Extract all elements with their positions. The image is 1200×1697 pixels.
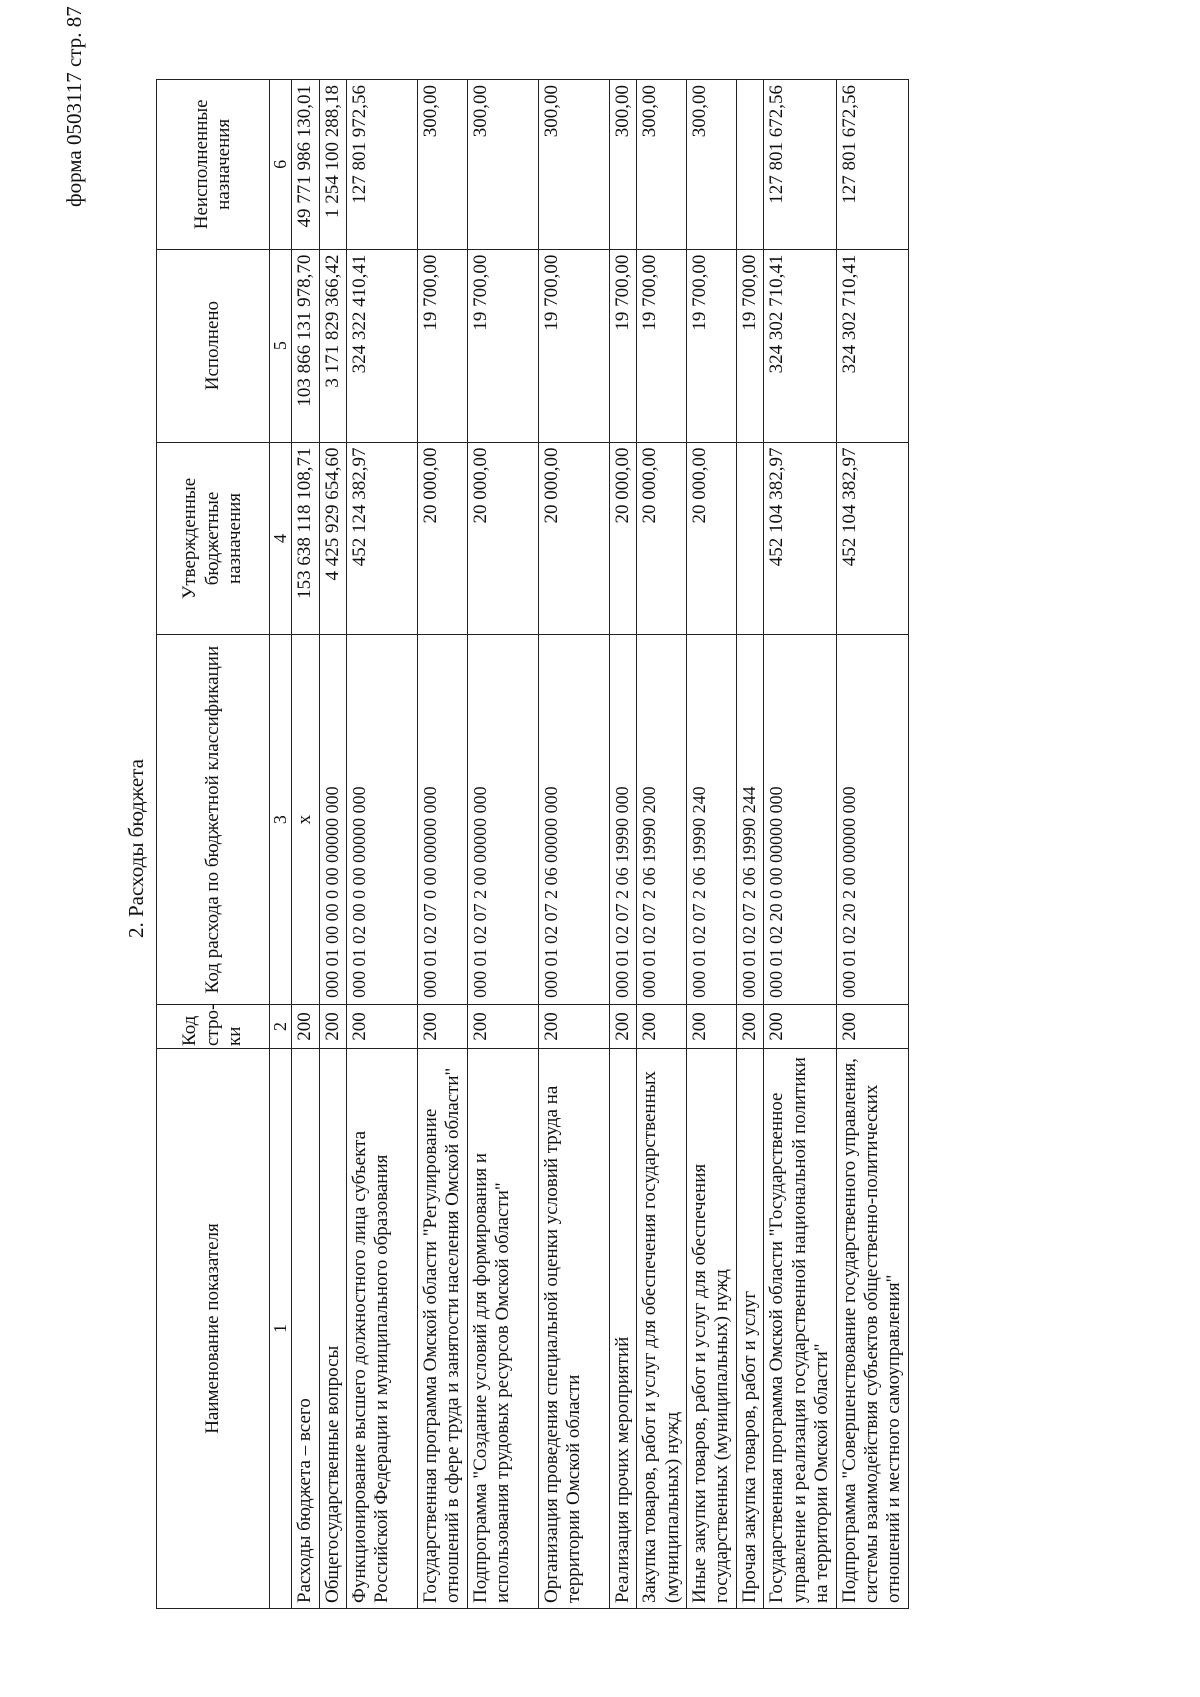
row-executed: 19 700,00 — [538, 249, 609, 442]
row-executed: 19 700,00 — [736, 249, 763, 442]
row-line-code: 200 — [609, 1004, 636, 1048]
table-row — [347, 80, 418, 1609]
row-classification-code: 000 01 02 07 0 00 00000 000 — [418, 635, 468, 1004]
row-unexecuted: 127 801 672,56 — [764, 80, 836, 250]
row-classification-code: 000 01 00 00 0 00 00000 000 — [319, 635, 346, 1004]
row-line-code: 200 — [836, 1004, 908, 1048]
row-name: Прочая закупка товаров, работ и услуг — [736, 1049, 763, 1609]
row-approved: 20 000,00 — [687, 442, 737, 635]
row-line-code: 200 — [764, 1004, 836, 1048]
row-name: Реализация прочих мероприятий — [609, 1049, 636, 1609]
row-classification-code: 000 01 02 07 2 06 19990 240 — [687, 635, 737, 1004]
row-approved: 20 000,00 — [637, 442, 687, 635]
row-executed: 19 700,00 — [687, 249, 737, 442]
budget-expenses-table — [156, 79, 909, 1609]
row-executed: 3 171 829 366,42 — [319, 249, 346, 442]
table-row — [836, 80, 908, 1609]
header-executed: Исполнено — [157, 249, 270, 442]
table-row — [764, 80, 836, 1609]
row-classification-code: x — [292, 635, 319, 1004]
row-unexecuted: 127 801 972,56 — [347, 80, 418, 250]
row-classification-code: 000 01 02 00 0 00 00000 000 — [347, 635, 418, 1004]
row-unexecuted: 300,00 — [609, 80, 636, 250]
row-executed: 324 322 410,41 — [347, 249, 418, 442]
row-name: Закупка товаров, работ и услуг для обеспечения государственных (муниципальных) нужд — [637, 1049, 687, 1609]
row-approved: 20 000,00 — [418, 442, 468, 635]
row-executed: 324 302 710,41 — [764, 249, 836, 442]
row-line-code: 200 — [292, 1004, 319, 1048]
row-classification-code: 000 01 02 07 2 06 00000 000 — [538, 635, 609, 1004]
row-classification-code: 000 01 02 20 0 00 00000 000 — [764, 635, 836, 1004]
column-number: 1 — [270, 1049, 292, 1609]
row-unexecuted: 300,00 — [637, 80, 687, 250]
row-executed: 324 302 710,41 — [836, 249, 908, 442]
column-number: 3 — [270, 635, 292, 1004]
row-name: Функционирование высшего должностного лица субъекта Российской Федерации и муниципального образования — [347, 1049, 418, 1609]
row-unexecuted: 300,00 — [418, 80, 468, 250]
column-number-row — [270, 80, 292, 1609]
row-name: Организация проведения специальной оценки условий труда на территории Омской области — [538, 1049, 609, 1609]
row-line-code: 200 — [319, 1004, 346, 1048]
row-approved: 20 000,00 — [609, 442, 636, 635]
row-unexecuted: 49 771 986 130,01 — [292, 80, 319, 250]
row-unexecuted: 300,00 — [467, 80, 538, 250]
row-line-code: 200 — [637, 1004, 687, 1048]
row-classification-code: 000 01 02 07 2 06 19990 200 — [637, 635, 687, 1004]
table-row — [538, 80, 609, 1609]
table-row — [467, 80, 538, 1609]
row-approved: 20 000,00 — [538, 442, 609, 635]
column-number: 5 — [270, 249, 292, 442]
header-classification-code: Код расхода по бюджетной классификации — [157, 635, 270, 1004]
column-number: 2 — [270, 1004, 292, 1048]
row-approved — [736, 442, 763, 635]
row-line-code: 200 — [467, 1004, 538, 1048]
row-classification-code: 000 01 02 07 2 06 19990 000 — [609, 635, 636, 1004]
section-title: 2. Расходы бюджета — [124, 759, 148, 938]
table-row — [687, 80, 737, 1609]
header-indicator-name: Наименование показателя — [157, 1049, 270, 1609]
table-row — [736, 80, 763, 1609]
row-unexecuted: 1 254 100 288,18 — [319, 80, 346, 250]
column-number: 4 — [270, 442, 292, 635]
table-row — [637, 80, 687, 1609]
row-line-code: 200 — [347, 1004, 418, 1048]
header-unexecuted: Неисполненные назначения — [157, 80, 270, 250]
header-line-code: Код стро-ки — [157, 1004, 270, 1048]
row-executed: 103 866 131 978,70 — [292, 249, 319, 442]
row-unexecuted: 300,00 — [687, 80, 737, 250]
row-executed: 19 700,00 — [609, 249, 636, 442]
column-number: 6 — [270, 80, 292, 250]
row-name: Расходы бюджета – всего — [292, 1049, 319, 1609]
header-approved: Утвержденные бюджетные назначения — [157, 442, 270, 635]
row-classification-code: 000 01 02 07 2 06 19990 244 — [736, 635, 763, 1004]
row-approved: 153 638 118 108,71 — [292, 442, 319, 635]
row-unexecuted: 300,00 — [538, 80, 609, 250]
row-line-code: 200 — [418, 1004, 468, 1048]
row-approved: 452 124 382,97 — [347, 442, 418, 635]
row-approved: 452 104 382,97 — [836, 442, 908, 635]
row-name: Иные закупки товаров, работ и услуг для обеспечения государственных (муниципальных) нужд — [687, 1049, 737, 1609]
row-name: Общегосударственные вопросы — [319, 1049, 346, 1609]
table-row — [418, 80, 468, 1609]
row-name: Государственная программа Омской области "Государственное управление и реализация государственной национальной политики на территории Омской области" — [764, 1049, 836, 1609]
row-approved: 452 104 382,97 — [764, 442, 836, 635]
row-line-code: 200 — [538, 1004, 609, 1048]
row-classification-code: 000 01 02 20 2 00 00000 000 — [836, 635, 908, 1004]
row-executed: 19 700,00 — [637, 249, 687, 442]
row-unexecuted: 127 801 672,56 — [836, 80, 908, 250]
row-executed: 19 700,00 — [467, 249, 538, 442]
row-line-code: 200 — [736, 1004, 763, 1048]
row-approved: 4 425 929 654,60 — [319, 442, 346, 635]
row-name: Подпрограмма "Совершенствование государственного управления, системы взаимодействия субъектов общественно-политических отношений и местного самоуправления" — [836, 1049, 908, 1609]
table-row — [292, 80, 319, 1609]
row-line-code: 200 — [687, 1004, 737, 1048]
row-approved: 20 000,00 — [467, 442, 538, 635]
table-header-row — [157, 80, 270, 1609]
form-code-label: форма 0503117 стр. 87 — [62, 6, 86, 207]
table-row — [319, 80, 346, 1609]
table-row — [609, 80, 636, 1609]
row-unexecuted — [736, 80, 763, 250]
row-classification-code: 000 01 02 07 2 00 00000 000 — [467, 635, 538, 1004]
row-executed: 19 700,00 — [418, 249, 468, 442]
row-name: Государственная программа Омской области "Регулирование отношений в сфере труда и занятости населения Омской области" — [418, 1049, 468, 1609]
row-name: Подпрограмма "Создание условий для формирования и использования трудовых ресурсов Омской области" — [467, 1049, 538, 1609]
